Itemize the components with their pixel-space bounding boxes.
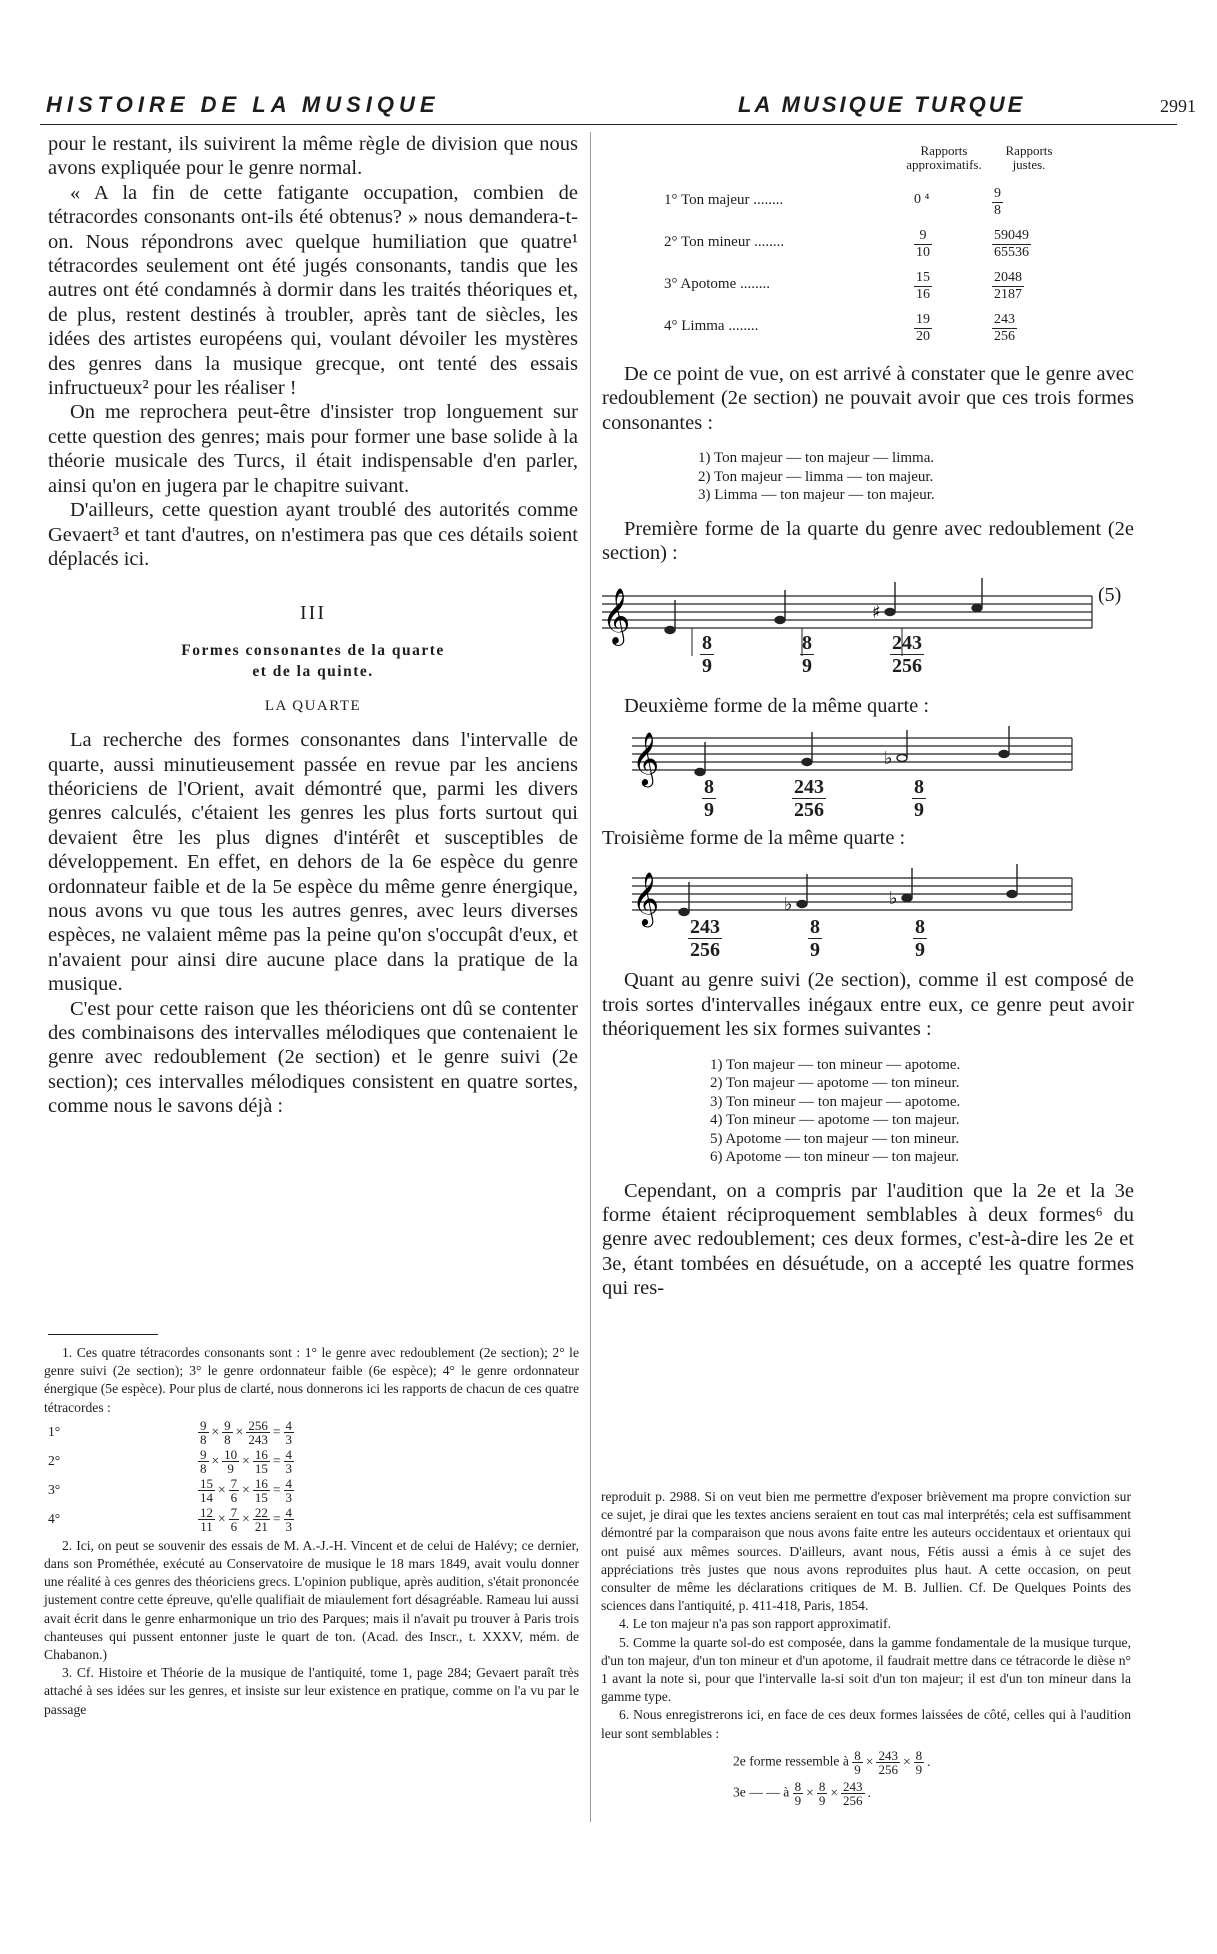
footnote-1: 1. Ces quatre tétracordes consonants sont : 1° le genre avec redoublement (2e section); 2° le genre suivi (2e section); 3° le genre ordonnateur faible (6e espèce); 4° le genre ordonnateur énergique (5e espèce). Pour plus de clarté, nous donnerons ici les rapports de chacun de ces quatre tétracordes : xyxy=(44,1345,579,1415)
operator: × xyxy=(902,1754,911,1770)
interval-ratio xyxy=(688,916,722,961)
operator: × xyxy=(218,1482,226,1498)
approx-ratio xyxy=(914,312,932,345)
footnote-5: 5. Comme la quarte sol-do est composée, dans la gamme fondamentale de la musique turque, d'un ton majeur, d'un ton mineur et d'un apotome, il faudrait mettre dans ce tétracorde le dièse n° 1 avant la note si, pour que l'intervalle la-si soit d'un ton majeur; il est d'un ton mineur dans la gamme type. xyxy=(601,1634,1131,1705)
ratio-row-label: 1° xyxy=(48,1424,61,1440)
operator: × xyxy=(806,1785,814,1801)
approx-ratio xyxy=(914,270,932,303)
list-item: 1) Ton majeur — ton majeur — limma. xyxy=(698,450,935,467)
operator: × xyxy=(830,1785,838,1801)
staff-3-ratios xyxy=(688,916,1018,966)
operator: × xyxy=(242,1453,250,1469)
footnote-6: 6. Nous enregistrerons ici, en face de ces deux formes laissées de côté, celles qui à l'audition leur sont semblables : xyxy=(601,1707,1131,1741)
fraction: $\frac{9}{8}$ xyxy=(200,1417,207,1447)
svg-text:♭: ♭ xyxy=(889,888,898,910)
operator: × xyxy=(211,1453,220,1469)
fraction: $\frac{8}{9}$ xyxy=(702,631,712,677)
fraction: $\frac{243}{256}$ xyxy=(892,631,922,677)
fraction: $\frac{2048}{2187}$ xyxy=(994,270,1022,302)
treble-clef-icon: 𝄞 xyxy=(632,871,660,926)
list-item: 3) Ton mineur — ton majeur — apotome. xyxy=(710,1093,961,1110)
ratios-table-row xyxy=(664,308,1094,350)
staff-1-ratios xyxy=(700,632,1020,682)
list-item: 2) Ton majeur — limma — ton majeur. xyxy=(698,468,934,485)
treble-clef-icon: 𝄞 xyxy=(632,730,660,785)
operator: = xyxy=(272,1482,281,1498)
ratios-table-row xyxy=(664,224,1094,266)
interval-name: 3° Apotome ........ xyxy=(664,276,770,292)
just-ratio xyxy=(992,270,1024,303)
footnote-2: 2. Ici, on peut se souvenir des essais de M. A.-J.-H. Vincent et de celui de Halévy; ce dernier, dans son Prométhée, exécuté au Conservatoire de musique le 18 mars 1849, avait voulu donner une réalité à ces genres des théoriciens grecs. L'opinion publique, après audition, s'était prononcée justement contre cette épreuve, qu'elle qualifiait de miaulement fort désagréable. Rameau lui aussi avait écrit dans le genre enharmonique un trio des Parques; mais il n'avait pu trouver à Paris trois chanteuses qui pussent entonner juste le quart de ton. (Acad. des Inscr., t. XXXV, mém. de Chabanon.) xyxy=(44,1537,579,1663)
interval-ratio xyxy=(792,776,826,821)
staff-2 xyxy=(602,726,1134,826)
just-ratio xyxy=(992,186,1003,219)
fraction: $\frac{22}{21}$ xyxy=(254,1504,268,1534)
operator: × xyxy=(211,1424,220,1440)
fraction: $\frac{8}{9}$ xyxy=(914,775,924,821)
fraction: $\frac{15}{16}$ xyxy=(916,270,930,302)
fraction: $\frac{19}{20}$ xyxy=(916,312,930,344)
footnote-6-line-1 xyxy=(733,1749,1131,1776)
staff-2-ratios xyxy=(702,776,1042,826)
right-paragraph-5-wrap xyxy=(602,968,1134,1041)
fraction: $\frac{243}{256}$ xyxy=(843,1778,863,1808)
ratios-table-rows xyxy=(664,182,1094,350)
fraction: $\frac{4}{3}$ xyxy=(285,1417,293,1447)
approx-ratio: 0 ⁴ xyxy=(914,192,930,207)
list-item: 6) Apotome — ton mineur — ton majeur. xyxy=(710,1149,960,1166)
right-paragraph-3: Deuxième forme de la même quarte : xyxy=(624,694,930,717)
column-separator xyxy=(590,132,591,1822)
right-paragraph-1-wrap xyxy=(602,362,1134,435)
right-paragraph-6: Cependant, on a compris par l'audition que la 2e et la 3e forme étaient réciproquement semblables à deux formes⁶ du genre avec redoublement; ces deux formes, c'est-à-dire les 2e et 3e, étant tombées en désuétude, on a accepté les quatre formes qui res- xyxy=(602,1179,1134,1300)
ratio-row xyxy=(44,1419,579,1446)
interval-ratio xyxy=(702,776,716,821)
interval-ratio xyxy=(912,776,926,821)
interval-ratio xyxy=(700,632,714,677)
fraction: $\frac{7}{6}$ xyxy=(230,1475,238,1505)
interval-ratio xyxy=(913,916,927,961)
right-paragraph-2: Première forme de la quarte du genre avec redoublement (2e section) : xyxy=(602,517,1134,565)
interval-name: 4° Limma ........ xyxy=(664,318,759,334)
operator: × xyxy=(865,1754,874,1770)
operator: = xyxy=(272,1424,281,1440)
svg-text:♯: ♯ xyxy=(872,601,881,623)
right-paragraph-3-wrap xyxy=(602,694,1134,718)
header-rule xyxy=(40,124,1177,125)
treble-clef-icon: 𝄞 xyxy=(602,587,631,644)
list-item: 3) Limma — ton majeur — ton majeur. xyxy=(698,487,935,504)
just-ratio xyxy=(992,312,1017,345)
fraction: $\frac{4}{3}$ xyxy=(285,1446,293,1476)
fraction: $\frac{9}{8}$ xyxy=(994,186,1001,218)
right-footnotes xyxy=(601,1488,1131,1807)
footnote-6-line-1-ratios xyxy=(852,1747,933,1777)
staff-1 xyxy=(602,574,1134,694)
ratios-table xyxy=(602,132,1134,362)
ratio-row xyxy=(44,1506,579,1533)
table-head-approx: Rapports approximatifs. xyxy=(906,143,982,172)
list-item: 5) Apotome — ton majeur — ton mineur. xyxy=(710,1130,960,1147)
left-paragraph-4: D'ailleurs, cette question ayant troublé des autorités comme Gevaert³ et tant d'autres, on n'estimera pas que ces détails soient déplacés ici. xyxy=(48,499,578,570)
approx-ratio xyxy=(914,228,932,261)
left-footnotes xyxy=(44,1344,579,1719)
fraction: $\frac{8}{9}$ xyxy=(810,916,820,962)
right-paragraph-2-wrap xyxy=(602,517,1134,566)
left-paragraph-5: La recherche des formes consonantes dans l'intervalle de quarte, aussi minutieusement passée en revue par les anciens théoriciens de l'Orient, avait démontré que, parmi les divers genres calculés, c'étaient les genres les plus forts surtout qui devaient être les plus dignes d'intérêt et susceptibles de développement. En effet, en dehors de la 6e espèce du genre ordonnateur faible et de la 5e espèce du même genre énergique, nous avons vu que tous les autres genres, avec leurs diverses espèces, ne valaient même pas la peine qu'on s'occupât d'eux, et n'avaient pour ainsi dire aucune place dans la pratique de la musique. xyxy=(48,729,578,996)
running-head-right: LA MUSIQUE TURQUE xyxy=(738,92,1026,117)
ratio-row-label: 3° xyxy=(48,1482,61,1498)
ratio-row xyxy=(44,1448,579,1475)
footnote-6-line-2 xyxy=(733,1780,1131,1807)
fraction: $\frac{243}{256}$ xyxy=(994,312,1015,344)
staff-1-number: (5) xyxy=(1098,583,1122,606)
genre-suivi-forms xyxy=(710,1056,1134,1167)
footnote-6-line-1-label: 2e forme ressemble à xyxy=(733,1753,849,1769)
fraction: $\frac{9}{10}$ xyxy=(916,228,930,260)
left-paragraph-3: On me reprochera peut-être d'insister trop longuement sur cette question des genres; mais pour former une base solide à la théorie musicale des Turcs, il était indispensable d'en parler, ainsi qu'on en jugera par le chapitre suivant. xyxy=(48,401,578,497)
just-ratio xyxy=(992,228,1031,261)
footnote-3: 3. Cf. Histoire et Théorie de la musique de l'antiquité, tome 1, page 284; Gevaert paraît très attaché à ses idées sur les genres, et insiste sur leur existence en pratique, comme on l'a vu par le passage xyxy=(44,1665,579,1717)
right-paragraph-4: Troisième forme de la même quarte : xyxy=(602,826,906,849)
right-paragraph-4-wrap xyxy=(602,826,1134,850)
left-paragraph-6: C'est pour cette raison que les théoriciens ont dû se contenter des combinaisons des intervalles mélodiques que contenaient le genre avec redoublement (2e section) et le genre suivi (2e section); ces intervalles mélodiques consistent en quatre sortes, comme nous le savons déjà : xyxy=(48,997,578,1118)
page-number: 2991 xyxy=(1160,96,1196,116)
fraction: $\frac{8}{9}$ xyxy=(915,1747,923,1777)
interval-ratio xyxy=(808,916,822,961)
operator: × xyxy=(242,1511,250,1527)
fraction: $\frac{59049}{65536}$ xyxy=(994,228,1029,260)
table-head-just: Rapports justes. xyxy=(1005,143,1053,172)
footnote-1-ratios xyxy=(44,1419,579,1533)
footnote-6-line-2-label: 3e — — à xyxy=(733,1784,790,1800)
operator: . xyxy=(867,1785,871,1801)
footnote-3-continued: reproduit p. 2988. Si on veut bien me permettre d'exposer brièvement ma propre conviction sur ce sujet, je dirai que les textes anciens seraient en tout cas mal interprétés; cela est suffisamment démontré par la comparaison que nous avons faite entre les auteurs occidentaux et orientaux qui ont puisé aux mêmes sources. D'ailleurs, avant nous, Fétis aussi a émis à ce sujet des appréciations très justes que nous avons reproduites plus haut. A cette occasion, on peut consulter de même les déclarations critiques de M. B. Jullien. Cf. De Quelques Points des sciences dans l'antiquité, p. 411-418, Paris, 1854. xyxy=(601,1489,1131,1614)
fraction: $\frac{8}{9}$ xyxy=(854,1747,861,1777)
list-item: 1) Ton majeur — ton mineur — apotome. xyxy=(710,1056,961,1073)
left-column xyxy=(48,132,578,1119)
operator: × xyxy=(218,1511,226,1527)
footnote-rule-left xyxy=(48,1334,158,1335)
ratio-row-label: 2° xyxy=(48,1453,61,1469)
fraction: $\frac{8}{9}$ xyxy=(794,1778,802,1808)
footnote-4: 4. Le ton majeur n'a pas son rapport approximatif. xyxy=(619,1616,891,1632)
list-item: 2) Ton majeur — apotome — ton mineur. xyxy=(710,1075,960,1092)
subsection-title: LA QUARTE xyxy=(264,697,362,714)
left-paragraph-2: « A la fin de cette fatigante occupation, combien de tétracordes consonants ont-ils été obtenus? » nous demandera-t-on. Nous répondrons avec quelque humiliation que quatre¹ tétracordes seulement ont été jugés consonants, tandis que les autres ont été condamnés à dormir dans les traités théoriques et, de plus, restent destinés à troubler, après tant de siècles, les idées des artistes européens qui, voulant dévoiler les mystères des genres dans la musique grecque, ont tenté des essais infructueux² pour les réaliser ! xyxy=(48,181,578,400)
ratios-table-row xyxy=(664,266,1094,308)
operator: × xyxy=(242,1482,250,1498)
section-title-line-2: et de la quinte. xyxy=(252,662,374,680)
fraction: $\frac{16}{15}$ xyxy=(254,1446,268,1476)
interval-name: 2° Ton mineur ........ xyxy=(664,234,785,250)
right-column xyxy=(602,132,1134,1301)
running-head-left: HISTOIRE DE LA MUSIQUE xyxy=(46,92,440,117)
section-title-line-1: Formes consonantes de la quarte xyxy=(181,641,445,659)
interval-ratio xyxy=(800,632,814,677)
fraction: $\frac{10}{9}$ xyxy=(224,1446,238,1476)
fraction: $\frac{9}{8}$ xyxy=(200,1446,207,1476)
fraction: $\frac{7}{6}$ xyxy=(230,1504,238,1534)
right-paragraph-6-wrap xyxy=(602,1179,1134,1301)
fraction: $\frac{256}{243}$ xyxy=(248,1417,268,1447)
list-item: 4) Ton mineur — apotome — ton majeur. xyxy=(710,1112,960,1129)
svg-text:♭: ♭ xyxy=(784,894,793,916)
operator: × xyxy=(235,1424,244,1440)
fraction: $\frac{12}{11}$ xyxy=(200,1504,213,1534)
fraction: $\frac{16}{15}$ xyxy=(254,1475,268,1505)
left-paragraph-1: pour le restant, ils suivirent la même règle de division que nous avons expliquée pour le genre normal. xyxy=(48,133,578,180)
fraction: $\frac{8}{9}$ xyxy=(818,1778,826,1808)
operator: . xyxy=(927,1754,931,1770)
right-paragraph-1: De ce point de vue, on est arrivé à constater que le genre avec redoublement (2e section) ne pouvait avoir que ces trois formes consonantes : xyxy=(602,363,1134,434)
fraction: $\frac{243}{256}$ xyxy=(878,1747,898,1777)
avec-redoublement-forms xyxy=(698,449,1134,505)
interval-ratio xyxy=(890,632,924,677)
interval-name: 1° Ton majeur ........ xyxy=(664,192,784,208)
right-paragraph-5: Quant au genre suivi (2e section), comme il est composé de trois sortes d'intervalles inégaux entre eux, ce genre peut avoir théoriquement les six formes suivantes : xyxy=(602,969,1134,1041)
operator: = xyxy=(272,1453,281,1469)
operator: = xyxy=(272,1511,281,1527)
fraction: $\frac{8}{9}$ xyxy=(704,775,714,821)
fraction: $\frac{8}{9}$ xyxy=(915,916,925,962)
ratio-row xyxy=(44,1477,579,1504)
svg-text:♭: ♭ xyxy=(884,747,893,769)
footnote-6-line-2-ratios xyxy=(793,1778,874,1808)
staff-3 xyxy=(602,858,1134,968)
fraction: $\frac{8}{9}$ xyxy=(802,631,812,677)
ratios-table-row xyxy=(664,182,1094,224)
fraction: $\frac{9}{8}$ xyxy=(224,1417,231,1447)
fraction: $\frac{15}{14}$ xyxy=(200,1475,213,1505)
fraction: $\frac{4}{3}$ xyxy=(285,1504,293,1534)
fraction: $\frac{243}{256}$ xyxy=(794,775,824,821)
ratio-row-label: 4° xyxy=(48,1511,61,1527)
fraction: $\frac{4}{3}$ xyxy=(285,1475,293,1505)
fraction: $\frac{243}{256}$ xyxy=(690,916,720,962)
section-number: III xyxy=(300,602,326,625)
